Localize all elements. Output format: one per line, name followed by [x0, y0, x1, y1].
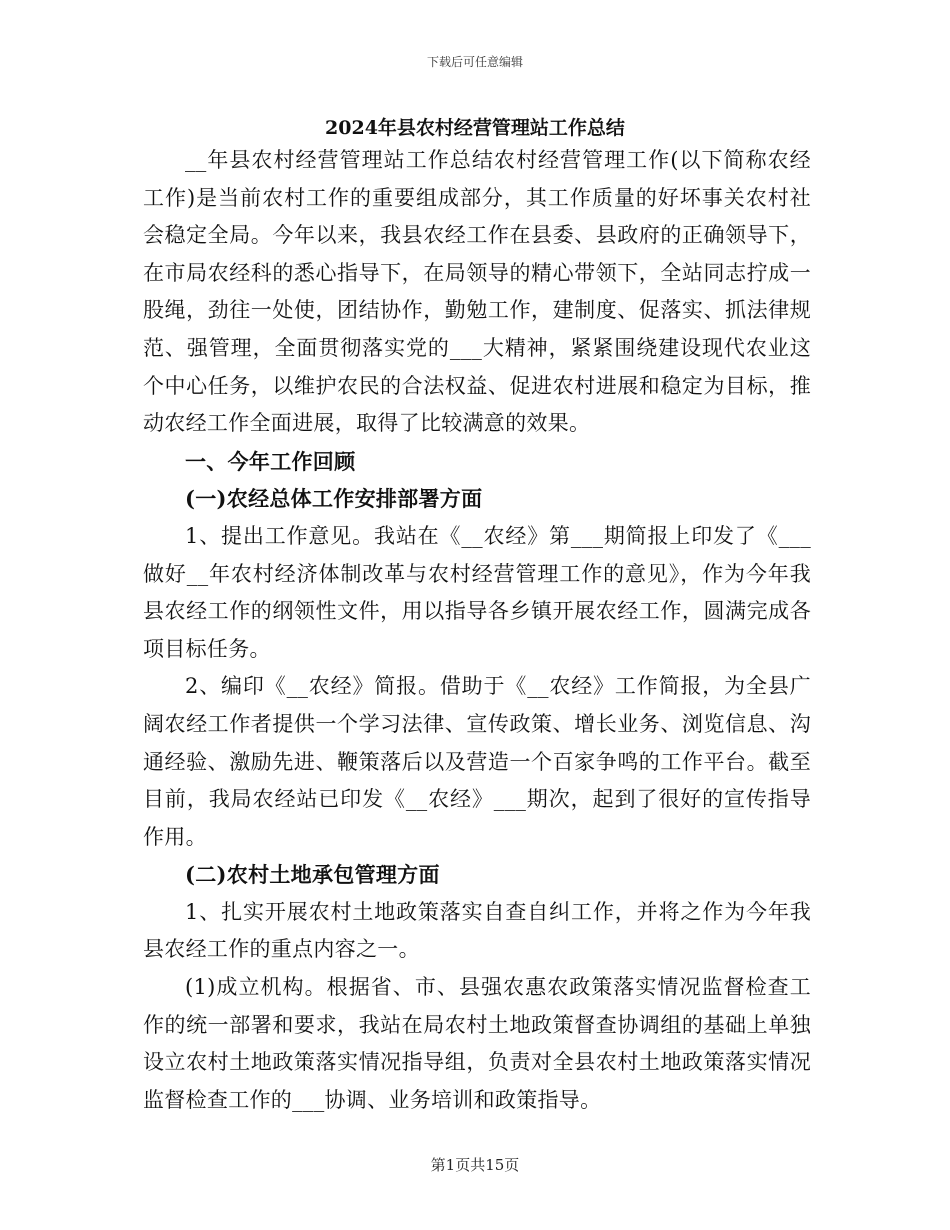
page-header-note: 下载后可任意编辑 — [426, 55, 523, 69]
body-paragraph: (1)成立机构。根据省、市、县强农惠农政策落实情况监督检查工作的统一部署和要求，我站在局农村土地政策督查协调组的基础上单独设立农村土地政策落实情况指导组，负责对全县农村土地政策落实情况监督检查工作的___协调、业务培训和政策指导。 — [143, 975, 811, 1112]
subsection-heading: (二)农村土地承包管理方面 — [185, 862, 440, 888]
body-paragraph: 2、编印《__农经》简报。借助于《__农经》工作简报，为全县广阔农经工作者提供一个学习法律、宣传政策、增长业务、浏览信息、沟通经验、激励先进、鞭策落后以及营造一个百家争鸣的工作平台。截至目前，我局农经站已印发《__农经》___期次，起到了很好的宣传指导作用。 — [143, 674, 811, 849]
body-paragraph: __年县农村经营管理站工作总结农村经营管理工作(以下简称农经工作)是当前农村工作的重要组成部分，其工作质量的好坏事关农村社会稳定全局。今年以来，我县农经工作在县委、县政府的正确领导下，在市局农经科的悉心指导下，在局领导的精心带领下，全站同志拧成一股绳，劲往一处使，团结协作，勤勉工作，建制度、促落实、抓法律规范、强管理，全面贯彻落实党的___大精神，紧紧围绕建设现代农业这个中心任务，以维护农民的合法权益、促进农村进展和稳定为目标，推动农经工作全面进展，取得了比较满意的效果。 — [143, 148, 811, 436]
section-heading: 一、今年工作回顾 — [185, 448, 356, 474]
page-number: 第1页共15页 — [430, 1156, 520, 1174]
body-paragraph: 1、扎实开展农村土地政策落实自查自纠工作，并将之作为今年我县农经工作的重点内容之一。 — [143, 899, 811, 962]
subsection-heading: (一)农经总体工作安排部署方面 — [185, 486, 483, 512]
body-paragraph: 1、提出工作意见。我站在《__农经》第___期简报上印发了《___做好__年农村经济体制改革与农村经营管理工作的意见》，作为今年我县农经工作的纲领性文件，用以指导各乡镇开展农经工作，圆满完成各项目标任务。 — [143, 523, 811, 661]
document-title: 2024年县农村经营管理站工作总结 — [325, 117, 625, 139]
document-body — [143, 142, 811, 1119]
